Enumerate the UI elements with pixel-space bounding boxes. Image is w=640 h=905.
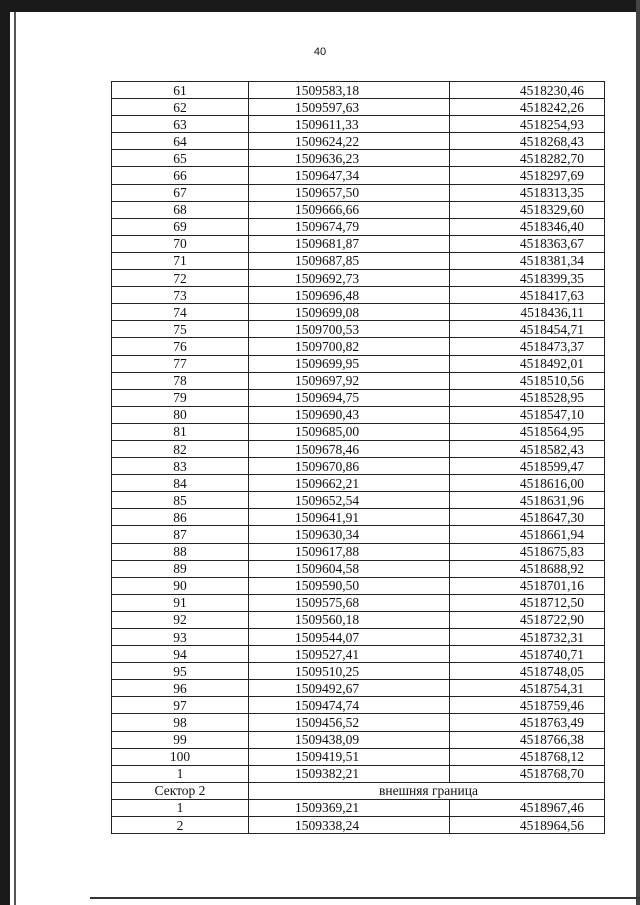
table-row xyxy=(112,252,605,269)
table-row xyxy=(112,458,605,475)
table-row xyxy=(112,817,605,834)
x-coordinate-cell: 1509690,43 xyxy=(249,406,450,423)
y-coordinate-cell: 4518754,31 xyxy=(450,680,605,697)
y-coordinate-cell: 4518492,01 xyxy=(450,355,605,372)
y-coordinate-cell: 4518547,10 xyxy=(450,406,605,423)
x-coordinate-cell: 1509382,21 xyxy=(249,765,450,782)
table-row xyxy=(112,99,605,116)
point-number-cell: 99 xyxy=(112,731,249,748)
table-row xyxy=(112,235,605,252)
table-row xyxy=(112,150,605,167)
table-row xyxy=(112,218,605,235)
scan-border-top xyxy=(0,0,640,12)
x-coordinate-cell: 1509692,73 xyxy=(249,270,450,287)
x-coordinate-cell: 1509687,85 xyxy=(249,252,450,269)
scan-border-left-inner xyxy=(14,12,16,905)
point-number-cell: 61 xyxy=(112,82,249,99)
x-coordinate-cell: 1509474,74 xyxy=(249,697,450,714)
point-number-cell: 81 xyxy=(112,423,249,440)
point-number-cell: 64 xyxy=(112,133,249,150)
y-coordinate-cell: 4518454,71 xyxy=(450,321,605,338)
point-number-cell: 77 xyxy=(112,355,249,372)
page-number: 40 xyxy=(313,46,327,58)
point-number-cell: 89 xyxy=(112,560,249,577)
table-row xyxy=(112,82,605,99)
scan-border-left xyxy=(0,0,10,905)
table-row xyxy=(112,714,605,731)
table-row xyxy=(112,355,605,372)
point-number-cell: 82 xyxy=(112,440,249,457)
x-coordinate-cell: 1509338,24 xyxy=(249,817,450,834)
y-coordinate-cell: 4518346,40 xyxy=(450,218,605,235)
table-row xyxy=(112,440,605,457)
table-row xyxy=(112,184,605,201)
x-coordinate-cell: 1509492,67 xyxy=(249,680,450,697)
x-coordinate-cell: 1509700,82 xyxy=(249,338,450,355)
x-coordinate-cell: 1509697,92 xyxy=(249,372,450,389)
table-row xyxy=(112,116,605,133)
table-row xyxy=(112,475,605,492)
point-number-cell: 94 xyxy=(112,646,249,663)
x-coordinate-cell: 1509652,54 xyxy=(249,492,450,509)
table-row xyxy=(112,594,605,611)
y-coordinate-cell: 4518768,70 xyxy=(450,765,605,782)
y-coordinate-cell: 4518242,26 xyxy=(450,99,605,116)
x-coordinate-cell: 1509647,34 xyxy=(249,167,450,184)
table-row xyxy=(112,133,605,150)
x-coordinate-cell: 1509666,66 xyxy=(249,201,450,218)
point-number-cell: 71 xyxy=(112,252,249,269)
x-coordinate-cell: 1509624,22 xyxy=(249,133,450,150)
y-coordinate-cell: 4518701,16 xyxy=(450,577,605,594)
y-coordinate-cell: 4518732,31 xyxy=(450,629,605,646)
x-coordinate-cell: 1509611,33 xyxy=(249,116,450,133)
sector-boundary-label: внешняя граница xyxy=(249,782,605,799)
y-coordinate-cell: 4518564,95 xyxy=(450,423,605,440)
point-number-cell: 62 xyxy=(112,99,249,116)
point-number-cell: 87 xyxy=(112,526,249,543)
point-number-cell: 67 xyxy=(112,184,249,201)
y-coordinate-cell: 4518768,12 xyxy=(450,748,605,765)
point-number-cell: 70 xyxy=(112,235,249,252)
x-coordinate-cell: 1509527,41 xyxy=(249,646,450,663)
point-number-cell: 76 xyxy=(112,338,249,355)
y-coordinate-cell: 4518712,50 xyxy=(450,594,605,611)
table-row xyxy=(112,765,605,782)
y-coordinate-cell: 4518399,35 xyxy=(450,270,605,287)
y-coordinate-cell: 4518599,47 xyxy=(450,458,605,475)
point-number-cell: 75 xyxy=(112,321,249,338)
table-row xyxy=(112,372,605,389)
point-number-cell: 98 xyxy=(112,714,249,731)
y-coordinate-cell: 4518722,90 xyxy=(450,611,605,628)
x-coordinate-cell: 1509617,88 xyxy=(249,543,450,560)
x-coordinate-cell: 1509657,50 xyxy=(249,184,450,201)
point-number-cell: 1 xyxy=(112,799,249,816)
y-coordinate-cell: 4518436,11 xyxy=(450,304,605,321)
scan-border-bottom xyxy=(90,897,640,899)
x-coordinate-cell: 1509699,08 xyxy=(249,304,450,321)
point-number-cell: 2 xyxy=(112,817,249,834)
y-coordinate-cell: 4518647,30 xyxy=(450,509,605,526)
table-row xyxy=(112,201,605,218)
table-row xyxy=(112,799,605,816)
point-number-cell: 66 xyxy=(112,167,249,184)
point-number-cell: 65 xyxy=(112,150,249,167)
x-coordinate-cell: 1509510,25 xyxy=(249,663,450,680)
point-number-cell: 83 xyxy=(112,458,249,475)
point-number-cell: 78 xyxy=(112,372,249,389)
table-row xyxy=(112,560,605,577)
x-coordinate-cell: 1509674,79 xyxy=(249,218,450,235)
x-coordinate-cell: 1509544,07 xyxy=(249,629,450,646)
table-row xyxy=(112,492,605,509)
point-number-cell: 73 xyxy=(112,287,249,304)
point-number-cell: 91 xyxy=(112,594,249,611)
x-coordinate-cell: 1509560,18 xyxy=(249,611,450,628)
point-number-cell: 1 xyxy=(112,765,249,782)
y-coordinate-cell: 4518268,43 xyxy=(450,133,605,150)
x-coordinate-cell: 1509662,21 xyxy=(249,475,450,492)
point-number-cell: 85 xyxy=(112,492,249,509)
table-row xyxy=(112,748,605,765)
x-coordinate-cell: 1509670,86 xyxy=(249,458,450,475)
x-coordinate-cell: 1509699,95 xyxy=(249,355,450,372)
y-coordinate-cell: 4518766,38 xyxy=(450,731,605,748)
table-row xyxy=(112,543,605,560)
y-coordinate-cell: 4518528,95 xyxy=(450,389,605,406)
table-row xyxy=(112,338,605,355)
point-number-cell: 92 xyxy=(112,611,249,628)
point-number-cell: 96 xyxy=(112,680,249,697)
point-number-cell: 86 xyxy=(112,509,249,526)
table-row xyxy=(112,287,605,304)
table-row xyxy=(112,663,605,680)
sector-label: Сектор 2 xyxy=(112,782,249,799)
point-number-cell: 88 xyxy=(112,543,249,560)
x-coordinate-cell: 1509604,58 xyxy=(249,560,450,577)
y-coordinate-cell: 4518740,71 xyxy=(450,646,605,663)
x-coordinate-cell: 1509597,63 xyxy=(249,99,450,116)
table-row xyxy=(112,321,605,338)
x-coordinate-cell: 1509636,23 xyxy=(249,150,450,167)
point-number-cell: 74 xyxy=(112,304,249,321)
table-row xyxy=(112,270,605,287)
x-coordinate-cell: 1509678,46 xyxy=(249,440,450,457)
y-coordinate-cell: 4518329,60 xyxy=(450,201,605,218)
point-number-cell: 63 xyxy=(112,116,249,133)
table-row xyxy=(112,680,605,697)
table-row xyxy=(112,629,605,646)
x-coordinate-cell: 1509369,21 xyxy=(249,799,450,816)
table-row xyxy=(112,577,605,594)
x-coordinate-cell: 1509700,53 xyxy=(249,321,450,338)
x-coordinate-cell: 1509685,00 xyxy=(249,423,450,440)
y-coordinate-cell: 4518254,93 xyxy=(450,116,605,133)
x-coordinate-cell: 1509630,34 xyxy=(249,526,450,543)
scan-border-right xyxy=(636,0,640,905)
x-coordinate-cell: 1509590,50 xyxy=(249,577,450,594)
point-number-cell: 68 xyxy=(112,201,249,218)
sector-header-row xyxy=(112,782,605,799)
y-coordinate-cell: 4518473,37 xyxy=(450,338,605,355)
y-coordinate-cell: 4518964,56 xyxy=(450,817,605,834)
y-coordinate-cell: 4518381,34 xyxy=(450,252,605,269)
y-coordinate-cell: 4518230,46 xyxy=(450,82,605,99)
point-number-cell: 69 xyxy=(112,218,249,235)
table-row xyxy=(112,611,605,628)
table-row xyxy=(112,509,605,526)
point-number-cell: 100 xyxy=(112,748,249,765)
coordinates-table xyxy=(111,81,605,834)
table-row xyxy=(112,526,605,543)
y-coordinate-cell: 4518675,83 xyxy=(450,543,605,560)
y-coordinate-cell: 4518510,56 xyxy=(450,372,605,389)
point-number-cell: 79 xyxy=(112,389,249,406)
table-row xyxy=(112,697,605,714)
x-coordinate-cell: 1509641,91 xyxy=(249,509,450,526)
x-coordinate-cell: 1509438,09 xyxy=(249,731,450,748)
table-row xyxy=(112,406,605,423)
y-coordinate-cell: 4518748,05 xyxy=(450,663,605,680)
y-coordinate-cell: 4518616,00 xyxy=(450,475,605,492)
y-coordinate-cell: 4518417,63 xyxy=(450,287,605,304)
table-row xyxy=(112,167,605,184)
point-number-cell: 97 xyxy=(112,697,249,714)
y-coordinate-cell: 4518582,43 xyxy=(450,440,605,457)
y-coordinate-cell: 4518967,46 xyxy=(450,799,605,816)
x-coordinate-cell: 1509575,68 xyxy=(249,594,450,611)
y-coordinate-cell: 4518759,46 xyxy=(450,697,605,714)
table-row xyxy=(112,646,605,663)
y-coordinate-cell: 4518297,69 xyxy=(450,167,605,184)
y-coordinate-cell: 4518631,96 xyxy=(450,492,605,509)
table-row xyxy=(112,731,605,748)
point-number-cell: 95 xyxy=(112,663,249,680)
y-coordinate-cell: 4518763,49 xyxy=(450,714,605,731)
x-coordinate-cell: 1509681,87 xyxy=(249,235,450,252)
x-coordinate-cell: 1509696,48 xyxy=(249,287,450,304)
point-number-cell: 84 xyxy=(112,475,249,492)
x-coordinate-cell: 1509694,75 xyxy=(249,389,450,406)
y-coordinate-cell: 4518313,35 xyxy=(450,184,605,201)
point-number-cell: 90 xyxy=(112,577,249,594)
table-row xyxy=(112,423,605,440)
y-coordinate-cell: 4518363,67 xyxy=(450,235,605,252)
y-coordinate-cell: 4518661,94 xyxy=(450,526,605,543)
table-row xyxy=(112,389,605,406)
x-coordinate-cell: 1509419,51 xyxy=(249,748,450,765)
y-coordinate-cell: 4518688,92 xyxy=(450,560,605,577)
point-number-cell: 93 xyxy=(112,629,249,646)
x-coordinate-cell: 1509583,18 xyxy=(249,82,450,99)
table-row xyxy=(112,304,605,321)
x-coordinate-cell: 1509456,52 xyxy=(249,714,450,731)
point-number-cell: 72 xyxy=(112,270,249,287)
point-number-cell: 80 xyxy=(112,406,249,423)
y-coordinate-cell: 4518282,70 xyxy=(450,150,605,167)
